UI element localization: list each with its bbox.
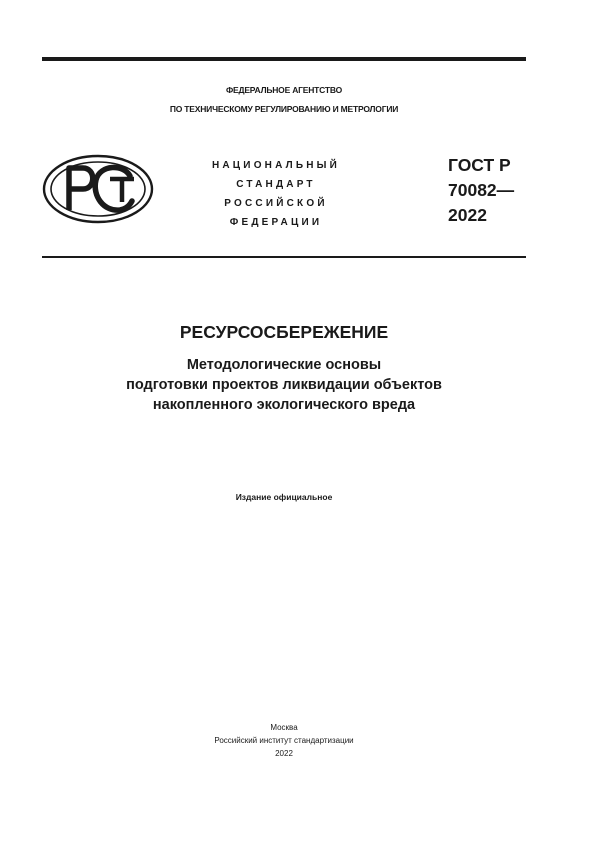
standard-designation: [448, 153, 514, 228]
bottom-rule: [42, 256, 526, 258]
document-subtitle: [42, 355, 526, 415]
standard-type-line-4: ФЕДЕРАЦИИ: [229, 217, 323, 228]
document-title: РЕСУРСОСБЕРЕЖЕНИЕ: [179, 322, 389, 342]
designation-line-3: 2022: [448, 205, 487, 225]
designation-line-2: 70082—: [448, 180, 515, 200]
subtitle-line-2: подготовки проектов ликвидации объектов: [126, 377, 442, 393]
standard-type-line-1: НАЦИОНАЛЬНЫЙ: [211, 160, 341, 171]
standard-type-line-3: РОССИЙСКОЙ: [224, 198, 328, 209]
agency-line-1: ФЕДЕРАЛЬНОЕ АГЕНТСТВО: [225, 85, 343, 95]
rst-certification-mark-icon: [42, 154, 154, 224]
designation-line-1: ГОСТ Р: [448, 155, 511, 175]
imprint-year: 2022: [275, 749, 293, 758]
agency-line-2: ПО ТЕХНИЧЕСКОМУ РЕГУЛИРОВАНИЮ И МЕТРОЛОГИИ: [169, 104, 399, 114]
standard-type-line-2: СТАНДАРТ: [236, 179, 316, 190]
standard-type: [196, 156, 356, 232]
imprint: [42, 721, 526, 760]
top-rule: [42, 57, 526, 61]
edition-note: Издание официальное: [235, 492, 333, 502]
imprint-city: Москва: [270, 723, 298, 732]
subtitle-line-1: Методологические основы: [186, 357, 382, 373]
agency-name: [42, 81, 526, 119]
imprint-publisher: Российский институт стандартизации: [214, 736, 354, 745]
subtitle-line-3: накопленного экологического вреда: [152, 397, 416, 413]
